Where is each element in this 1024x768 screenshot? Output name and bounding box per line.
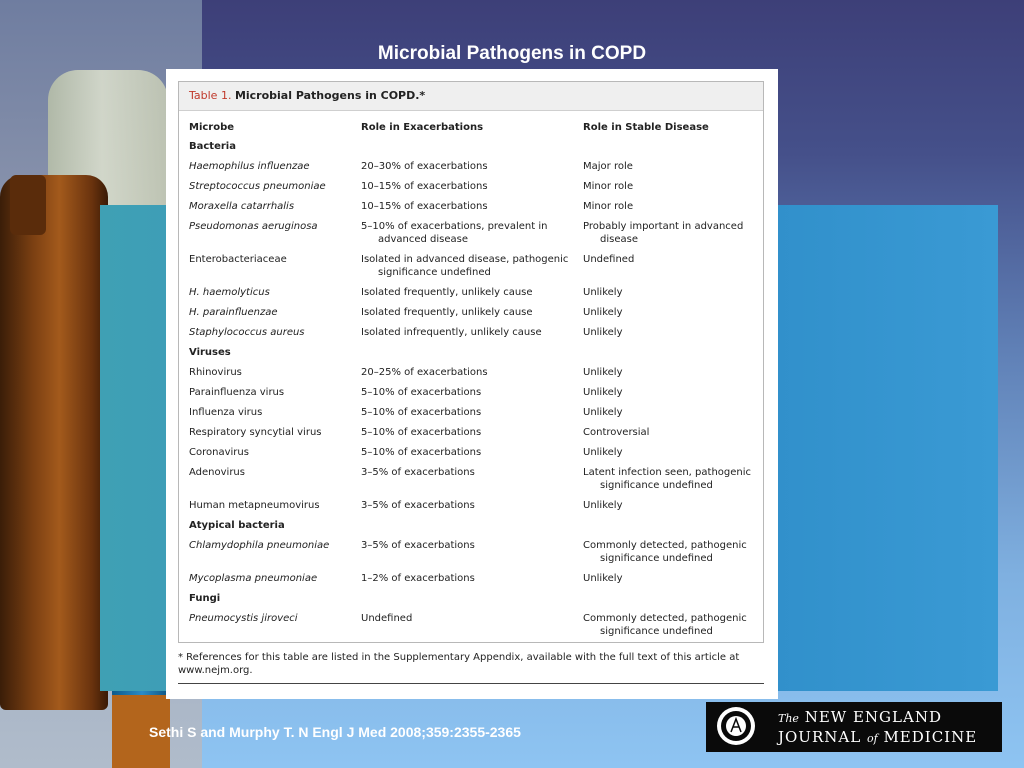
microbe-cell <box>189 383 361 403</box>
table-row <box>189 403 763 423</box>
stable-role-cell <box>583 217 763 250</box>
microbe-cell-text: Pseudomonas aeruginosa <box>189 221 318 232</box>
exacerbation-role-cell-text: Isolated infrequently, unlikely cause <box>361 327 542 338</box>
amber-bottle-image <box>0 175 108 710</box>
stable-role-cell-text: Controversial <box>583 427 650 438</box>
microbe-cell-text: Rhinovirus <box>189 367 242 378</box>
microbe-cell <box>189 463 361 496</box>
stable-role-cell <box>583 609 763 642</box>
table-row <box>189 197 763 217</box>
microbe-cell-text: Respiratory syncytial virus <box>189 427 322 438</box>
header-microbe: Microbe <box>189 121 235 133</box>
exacerbation-role-cell <box>361 463 583 496</box>
stable-role-cell-text: Unlikely <box>583 407 623 418</box>
exacerbation-role-cell-text: Isolated frequently, unlikely cause <box>361 307 533 318</box>
stable-role-cell <box>583 463 763 496</box>
microbe-cell <box>189 177 361 197</box>
exacerbation-role-cell <box>361 496 583 516</box>
table-card <box>166 69 778 699</box>
exacerbation-role-cell <box>361 323 583 343</box>
table-body <box>189 137 763 642</box>
exacerbation-role-cell <box>361 217 583 250</box>
table-footnote: * References for this table are listed in the Supplementary Appendix, available with the full text of this article at www.nejm.org. <box>178 652 740 676</box>
microbe-cell-text: Mycoplasma pneumoniae <box>189 573 318 584</box>
microbe-cell-text: Staphylococcus aureus <box>189 327 305 338</box>
exacerbation-role-cell <box>361 283 583 303</box>
stable-role-cell <box>583 363 763 383</box>
microbe-cell <box>189 403 361 423</box>
group-row <box>189 343 763 363</box>
table-row <box>189 383 763 403</box>
table-row <box>189 463 763 496</box>
logo-line-2 <box>778 728 977 746</box>
table-row <box>189 217 763 250</box>
exacerbation-role-cell-text: 3–5% of exacerbations <box>361 540 475 551</box>
exacerbation-role-cell <box>361 403 583 423</box>
microbe-cell <box>189 157 361 177</box>
microbe-cell <box>189 197 361 217</box>
stable-role-cell <box>583 383 763 403</box>
microbe-cell-text: Parainfluenza virus <box>189 387 285 398</box>
microbe-cell-text: Coronavirus <box>189 447 249 458</box>
group-label: Fungi <box>189 593 221 604</box>
stable-role-cell-text: Latent infection seen, pathogenic significance undefined <box>583 467 752 491</box>
stable-role-cell <box>583 303 763 323</box>
exacerbation-role-cell <box>361 569 583 589</box>
exacerbation-role-cell-text: 5–10% of exacerbations <box>361 407 482 418</box>
table-caption <box>179 82 763 111</box>
microbe-cell-text: Adenovirus <box>189 467 245 478</box>
pathogens-table <box>189 117 763 642</box>
microbe-cell-text: Human metapneumovirus <box>189 500 320 511</box>
nejm-seal-icon <box>716 706 756 746</box>
stable-role-cell <box>583 569 763 589</box>
microbe-cell-text: Haemophilus influenzae <box>189 161 310 172</box>
microbe-cell <box>189 250 361 283</box>
amber-bottle-neck <box>10 175 46 235</box>
exacerbation-role-cell <box>361 536 583 569</box>
stable-role-cell-text: Commonly detected, pathogenic significance undefined <box>583 613 747 637</box>
exacerbation-role-cell <box>361 177 583 197</box>
logo-medicine: MEDICINE <box>883 728 978 746</box>
stable-role-cell <box>583 283 763 303</box>
logo-the: The <box>778 712 799 725</box>
table-caption-number: Table 1. <box>189 89 232 102</box>
exacerbation-role-cell-text: 5–10% of exacerbations, prevalent in advanced disease <box>361 221 548 245</box>
stable-role-cell-text: Minor role <box>583 181 634 192</box>
table-row <box>189 250 763 283</box>
exacerbation-role-cell <box>361 363 583 383</box>
logo-new-england: NEW ENGLAND <box>804 708 942 726</box>
microbe-cell <box>189 569 361 589</box>
stable-role-cell-text: Commonly detected, pathogenic significance undefined <box>583 540 747 564</box>
table-row <box>189 423 763 443</box>
citation: Sethi S and Murphy T. N Engl J Med 2008;359:2355-2365 <box>149 724 521 740</box>
exacerbation-role-cell-text: 5–10% of exacerbations <box>361 427 482 438</box>
stable-role-cell <box>583 496 763 516</box>
exacerbation-role-cell-text: 3–5% of exacerbations <box>361 500 475 511</box>
stable-role-cell-text: Unlikely <box>583 327 623 338</box>
table-header-row <box>189 117 763 137</box>
table-caption-text: Microbial Pathogens in COPD.* <box>234 89 426 102</box>
microbe-cell <box>189 217 361 250</box>
logo-of: of <box>866 732 878 745</box>
table-row <box>189 303 763 323</box>
stable-role-cell <box>583 423 763 443</box>
stable-role-cell <box>583 177 763 197</box>
table-row <box>189 177 763 197</box>
exacerbation-role-cell-text: 5–10% of exacerbations <box>361 447 482 458</box>
table-row <box>189 609 763 642</box>
microbe-cell-text: Influenza virus <box>189 407 263 418</box>
microbe-cell <box>189 423 361 443</box>
stable-role-cell-text: Unlikely <box>583 367 623 378</box>
exacerbation-role-cell-text: Isolated in advanced disease, pathogenic significance undefined <box>361 254 569 278</box>
header-role-exacerbations: Role in Exacerbations <box>361 121 484 133</box>
exacerbation-role-cell <box>361 197 583 217</box>
microbe-cell-text: Pneumocystis jiroveci <box>189 613 298 624</box>
exacerbation-role-cell <box>361 383 583 403</box>
exacerbation-role-cell <box>361 423 583 443</box>
stable-role-cell-text: Unlikely <box>583 500 623 511</box>
microbe-cell-text: Enterobacteriaceae <box>189 254 287 265</box>
stable-role-cell <box>583 443 763 463</box>
nejm-logo <box>706 702 1002 752</box>
microbe-cell <box>189 303 361 323</box>
microbe-cell-text: H. haemolyticus <box>189 287 270 298</box>
table-row <box>189 283 763 303</box>
stable-role-cell <box>583 250 763 283</box>
table-row <box>189 323 763 343</box>
exacerbation-role-cell <box>361 609 583 642</box>
exacerbation-role-cell-text: 5–10% of exacerbations <box>361 387 482 398</box>
slide-title: Microbial Pathogens in COPD <box>377 43 647 64</box>
microbe-cell <box>189 323 361 343</box>
microbe-cell <box>189 443 361 463</box>
stable-role-cell-text: Unlikely <box>583 387 623 398</box>
group-label: Atypical bacteria <box>189 520 285 531</box>
exacerbation-role-cell-text: 20–25% of exacerbations <box>361 367 488 378</box>
exacerbation-role-cell <box>361 250 583 283</box>
table-row <box>189 363 763 383</box>
exacerbation-role-cell-text: 10–15% of exacerbations <box>361 181 488 192</box>
exacerbation-role-cell <box>361 443 583 463</box>
exacerbation-role-cell-text: Isolated frequently, unlikely cause <box>361 287 533 298</box>
exacerbation-role-cell-text: 1–2% of exacerbations <box>361 573 475 584</box>
microbe-cell <box>189 363 361 383</box>
microbe-cell-text: H. parainfluenzae <box>189 307 278 318</box>
exacerbation-role-cell-text: 10–15% of exacerbations <box>361 201 488 212</box>
group-row <box>189 137 763 157</box>
stable-role-cell <box>583 323 763 343</box>
stable-role-cell-text: Undefined <box>583 254 635 265</box>
stable-role-cell-text: Probably important in advanced disease <box>583 221 744 245</box>
microbe-cell <box>189 609 361 642</box>
group-row <box>189 589 763 609</box>
stable-role-cell-text: Minor role <box>583 201 634 212</box>
stable-role-cell <box>583 157 763 177</box>
microbe-cell-text: Streptococcus pneumoniae <box>189 181 326 192</box>
stable-role-cell-text: Unlikely <box>583 307 623 318</box>
table-row <box>189 536 763 569</box>
microbe-cell <box>189 283 361 303</box>
logo-line-1 <box>778 708 942 726</box>
table-frame <box>178 81 764 643</box>
table-row <box>189 443 763 463</box>
group-label: Bacteria <box>189 141 236 152</box>
exacerbation-role-cell-text: 3–5% of exacerbations <box>361 467 475 478</box>
microbe-cell <box>189 496 361 516</box>
logo-journal: JOURNAL <box>778 728 862 746</box>
stable-role-cell-text: Unlikely <box>583 573 623 584</box>
exacerbation-role-cell <box>361 157 583 177</box>
stable-role-cell <box>583 197 763 217</box>
exacerbation-role-cell-text: 20–30% of exacerbations <box>361 161 488 172</box>
stable-role-cell-text: Major role <box>583 161 633 172</box>
table-row <box>189 496 763 516</box>
exacerbation-role-cell <box>361 303 583 323</box>
group-label: Viruses <box>189 347 231 358</box>
stable-role-cell <box>583 536 763 569</box>
stable-role-cell-text: Unlikely <box>583 447 623 458</box>
header-role-stable: Role in Stable Disease <box>583 121 709 133</box>
microbe-cell-text: Moraxella catarrhalis <box>189 201 295 212</box>
table-row <box>189 157 763 177</box>
footnote-divider <box>178 683 764 684</box>
microbe-cell-text: Chlamydophila pneumoniae <box>189 540 330 551</box>
microbe-cell <box>189 536 361 569</box>
table-row <box>189 569 763 589</box>
stable-role-cell <box>583 403 763 423</box>
group-row <box>189 516 763 536</box>
exacerbation-role-cell-text: Undefined <box>361 613 413 624</box>
stable-role-cell-text: Unlikely <box>583 287 623 298</box>
